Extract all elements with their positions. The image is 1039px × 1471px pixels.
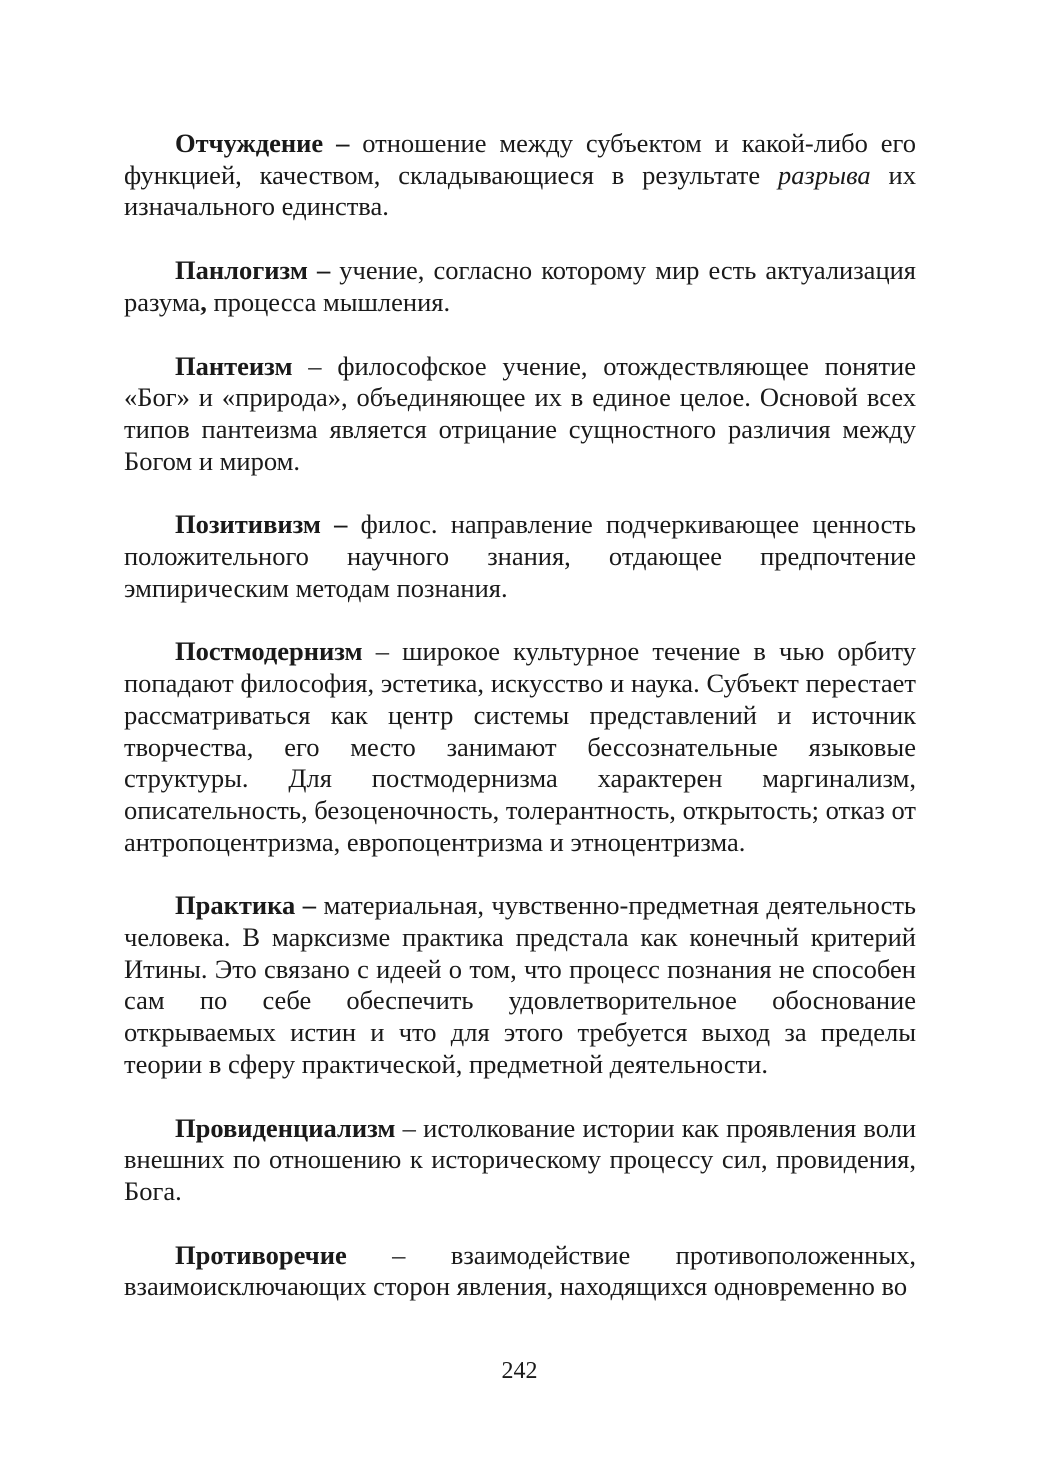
definition-text: философское учение, отождествляющее понятие «Бог» и «природа», объединяющее их в единое целое. Основой всех типов пантеизма является отрицание сущностного различия между Богом и миром. <box>124 350 917 476</box>
entry-panlogizm <box>124 255 916 318</box>
entry-panteizm <box>124 351 916 478</box>
term: Позитивизм <box>175 509 321 540</box>
entry-postmodernizm <box>124 636 916 858</box>
page-body <box>124 128 916 1335</box>
term: Провиденциализм <box>175 1112 396 1143</box>
definition-text: учение, согласно которому мир есть актуализация разума <box>124 255 917 317</box>
term: Пантеизм <box>175 350 293 381</box>
dash: – <box>307 255 340 286</box>
dash: – <box>395 1112 424 1143</box>
comma: , <box>200 286 207 317</box>
dash: – <box>295 890 324 921</box>
dash: – <box>323 128 363 158</box>
page-number: 242 <box>501 1358 538 1384</box>
term: Панлогизм <box>175 255 308 286</box>
entry-protivorechie <box>124 1240 916 1303</box>
dash: – <box>362 636 403 667</box>
definition-text: их изначального единства. <box>124 159 916 222</box>
definition-italic: разрыва <box>778 159 871 190</box>
definition-text: взаимодействие противоположенных, взаимоисключающих сторон явления, находящихся одновременно во <box>124 1239 916 1302</box>
definition-text: отношение между субъектом и какой-либо его функцией, качеством, складывающиеся в результате <box>124 128 917 190</box>
term: Противоречие <box>175 1239 347 1270</box>
entry-pozitivizm <box>124 509 916 604</box>
dash: – <box>346 1239 451 1270</box>
entry-praktika <box>124 890 916 1080</box>
term: Отчуждение <box>175 128 324 158</box>
definition-text: истолкование истории как проявления воли внешних по отношению к историческому процессу сил, провидения, Бога. <box>124 1112 917 1206</box>
definition-text: широкое культурное течение в чью орбиту попадают философия, эстетика, искусство и наука. Субъект перестает рассматриваться как центр системы представлений и источник творчества, его место занимают бессознательные языковые структуры. Для постмодернизма характерен маргинализм, описательность, безоценочность, толерантность, открытость; отказ от антропоцентризма, европоцентризма и этноцентризма. <box>124 636 917 857</box>
definition-text: процесса мышления. <box>206 286 451 317</box>
dash: – <box>292 350 338 381</box>
entry-otchuzhdenie <box>124 128 916 223</box>
dash: – <box>320 509 361 540</box>
entry-providentsializm <box>124 1113 916 1208</box>
term: Практика <box>175 890 296 921</box>
definition-text: материальная, чувственно-предметная деятельность человека. В марксизме практика предстала как конечный критерий Итины. Это связано с идеей о том, что процесс познания не способен сам по себе обеспечить удовлетворительное обоснование открываемых истин и что для этого требуется выход за пределы теории в сферу практической, предметной деятельности. <box>124 890 917 1079</box>
term: Постмодернизм <box>175 636 363 667</box>
definition-text: филос. направление подчеркивающее ценность положительного научного знания, отдающее предпочтение эмпирическим методам познания. <box>124 509 917 603</box>
